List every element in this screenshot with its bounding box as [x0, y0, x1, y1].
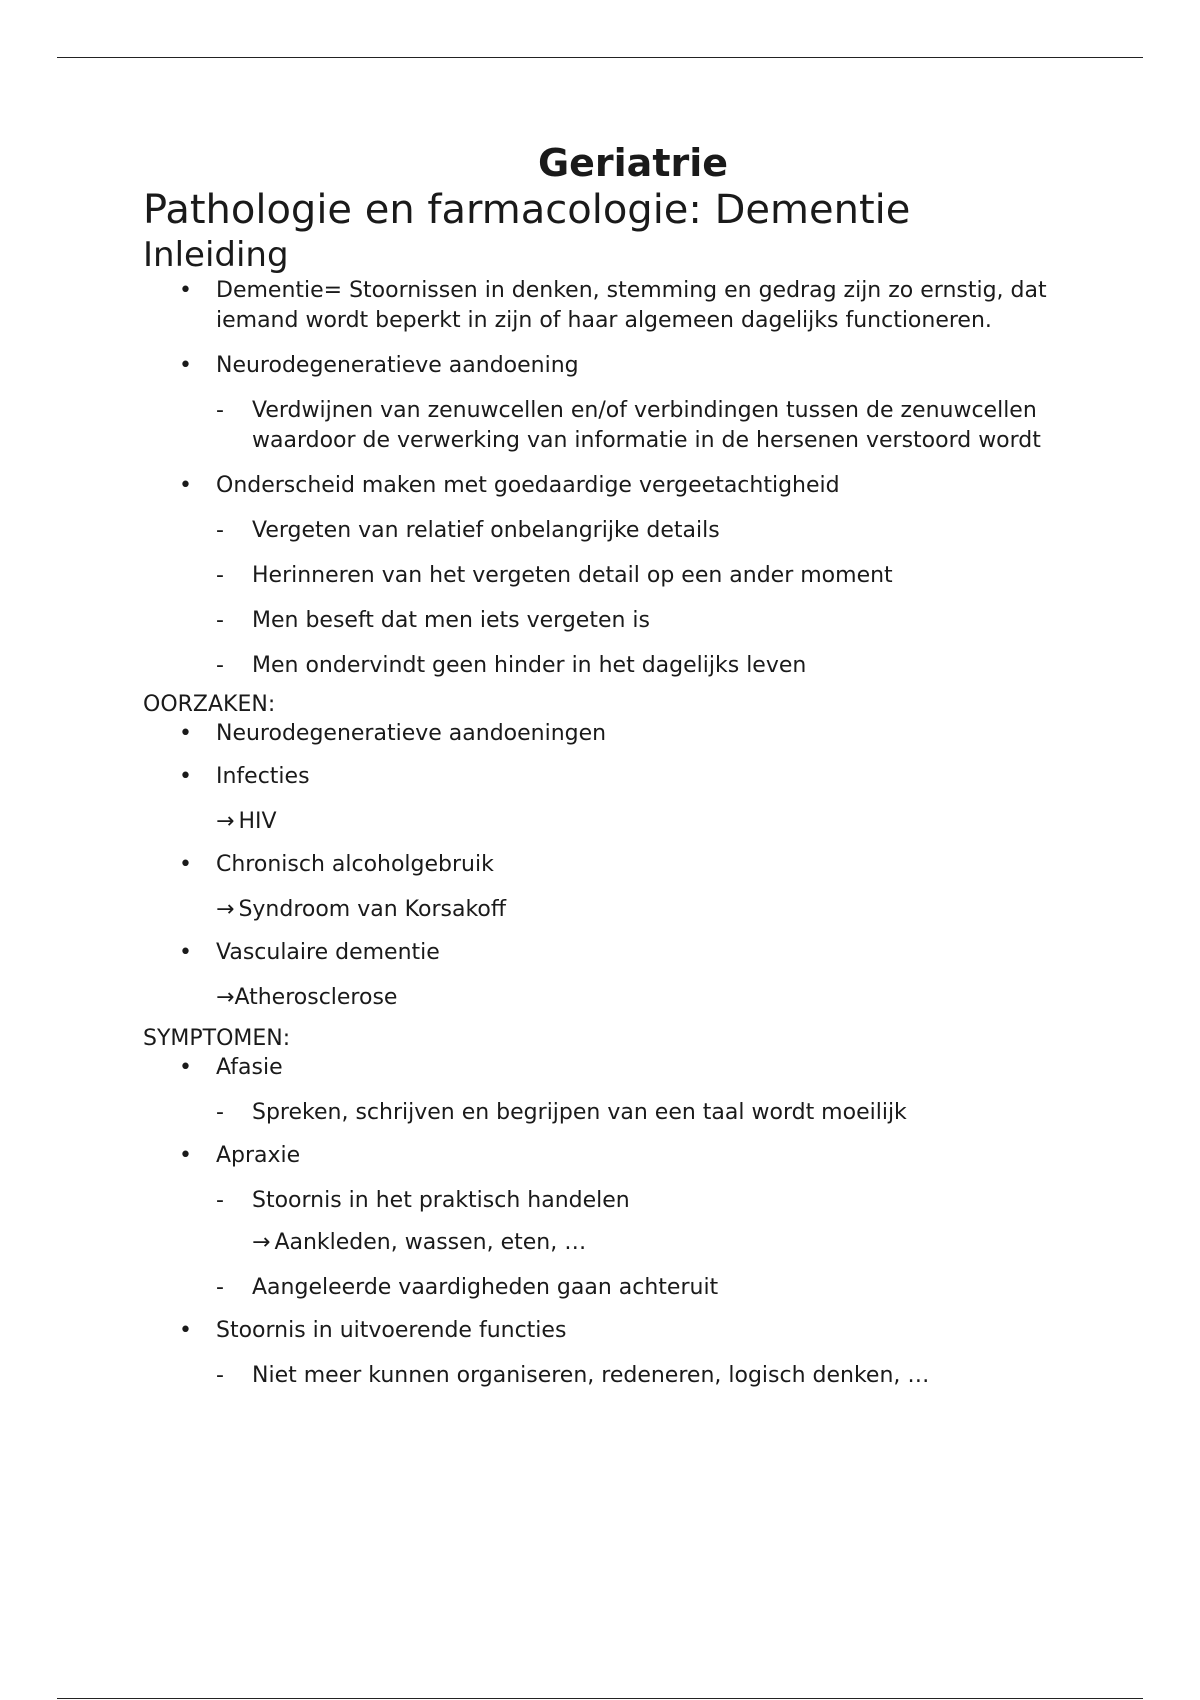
bullet-icon: •	[179, 852, 192, 877]
dash-icon: -	[216, 1100, 224, 1125]
bullet-icon: •	[179, 1143, 192, 1168]
list-item-text: Apraxie	[216, 1143, 301, 1168]
list-item-text: Vasculaire dementie	[216, 940, 440, 965]
sub-list-item	[216, 396, 1063, 456]
list-item-text: Onderscheid maken met goedaardige vergeetachtigheid	[216, 473, 840, 498]
sub-list-item	[216, 1361, 1063, 1391]
oorzaken-list	[143, 719, 1063, 1013]
arrow-note	[252, 1228, 1063, 1258]
sub-list	[216, 1098, 1063, 1128]
list-item	[143, 471, 1063, 681]
list-item	[143, 351, 1063, 456]
arrow-note-text: HIV	[238, 809, 277, 834]
arrow-right-icon: →	[252, 1230, 271, 1255]
dash-icon: -	[216, 518, 224, 543]
oorzaken-label: OORZAKEN:	[143, 692, 276, 717]
bullet-icon: •	[179, 721, 192, 746]
arrow-note-text: Syndroom van Korsakoff	[238, 897, 507, 922]
bullet-icon: •	[179, 473, 192, 498]
sub-list-item-text: Herinneren van het vergeten detail op een ander moment	[252, 563, 893, 588]
arrow-note-text: Atherosclerose	[234, 985, 398, 1010]
list-item	[143, 1141, 1063, 1303]
sub-list-item-text: Vergeten van relatief onbelangrijke details	[252, 518, 720, 543]
arrow-note	[216, 983, 1063, 1013]
list-item	[143, 1316, 1063, 1391]
sub-list	[216, 396, 1063, 456]
sub-list-item-text: Stoornis in het praktisch handelen	[252, 1188, 630, 1213]
list-item	[143, 762, 1063, 837]
dash-icon: -	[216, 1363, 224, 1388]
symptomen-label: SYMPTOMEN:	[143, 1026, 291, 1051]
list-item-text: Dementie= Stoornissen in denken, stemming en gedrag zijn zo ernstig, dat iemand wordt beperkt in zijn of haar algemeen dagelijks functioneren.	[216, 278, 1047, 333]
bullet-icon: •	[179, 353, 192, 378]
list-item	[143, 276, 1063, 336]
sub-list-item	[216, 1098, 1063, 1128]
list-item-text: Infecties	[216, 764, 310, 789]
list-item	[143, 719, 1063, 749]
arrow-note-text: Aankleden, wassen, eten, …	[274, 1230, 587, 1255]
bullet-icon: •	[179, 764, 192, 789]
inleiding-list	[143, 276, 1063, 681]
top-rule	[57, 57, 1143, 58]
dash-icon: -	[216, 608, 224, 633]
dash-icon: -	[216, 1188, 224, 1213]
bullet-icon: •	[179, 1318, 192, 1343]
list-item-text: Afasie	[216, 1055, 283, 1080]
sub-list	[216, 1186, 1063, 1303]
sub-list-item-text: Aangeleerde vaardigheden gaan achteruit	[252, 1275, 719, 1300]
list-item	[143, 850, 1063, 925]
sub-list-item-text: Men beseft dat men iets vergeten is	[252, 608, 651, 633]
bullet-icon: •	[179, 940, 192, 965]
document-page	[143, 140, 1063, 1391]
arrow-right-icon: →	[216, 897, 235, 922]
sub-list-item	[216, 561, 1063, 591]
sub-list-item	[216, 606, 1063, 636]
dash-icon: -	[216, 1275, 224, 1300]
sub-list-item	[216, 651, 1063, 681]
sub-list	[216, 516, 1063, 681]
dash-icon: -	[216, 653, 224, 678]
sub-list-item	[216, 1273, 1063, 1303]
arrow-right-icon: →	[216, 985, 235, 1010]
sub-list-item	[216, 516, 1063, 546]
list-item	[143, 938, 1063, 1013]
arrow-note	[216, 895, 1063, 925]
sub-list-item-text: Niet meer kunnen organiseren, redeneren, logisch denken, …	[252, 1363, 930, 1388]
symptomen-list	[143, 1053, 1063, 1391]
sub-list-item-text: Spreken, schrijven en begrijpen van een taal wordt moeilijk	[252, 1100, 907, 1125]
arrow-note	[216, 807, 1063, 837]
sub-list-item-text: Men ondervindt geen hinder in het dagelijks leven	[252, 653, 807, 678]
arrow-right-icon: →	[216, 809, 235, 834]
bottom-rule	[57, 1698, 1143, 1699]
dash-icon: -	[216, 563, 224, 588]
bullet-icon: •	[179, 1055, 192, 1080]
list-item-text: Neurodegeneratieve aandoeningen	[216, 721, 607, 746]
heading: Pathologie en farmacologie: Dementie	[143, 187, 911, 233]
subheading: Inleiding	[143, 235, 289, 275]
dash-icon: -	[216, 398, 224, 423]
list-item-text: Chronisch alcoholgebruik	[216, 852, 494, 877]
sub-list-item	[216, 1186, 1063, 1258]
bullet-icon: •	[179, 278, 192, 303]
sub-list	[216, 1361, 1063, 1391]
document-title: Geriatrie	[537, 141, 729, 185]
list-item-text: Neurodegeneratieve aandoening	[216, 353, 579, 378]
list-item-text: Stoornis in uitvoerende functies	[216, 1318, 567, 1343]
list-item	[143, 1053, 1063, 1128]
sub-list-item-text: Verdwijnen van zenuwcellen en/of verbindingen tussen de zenuwcellen waardoor de verwerking van informatie in de hersenen verstoord wordt	[252, 398, 1041, 453]
